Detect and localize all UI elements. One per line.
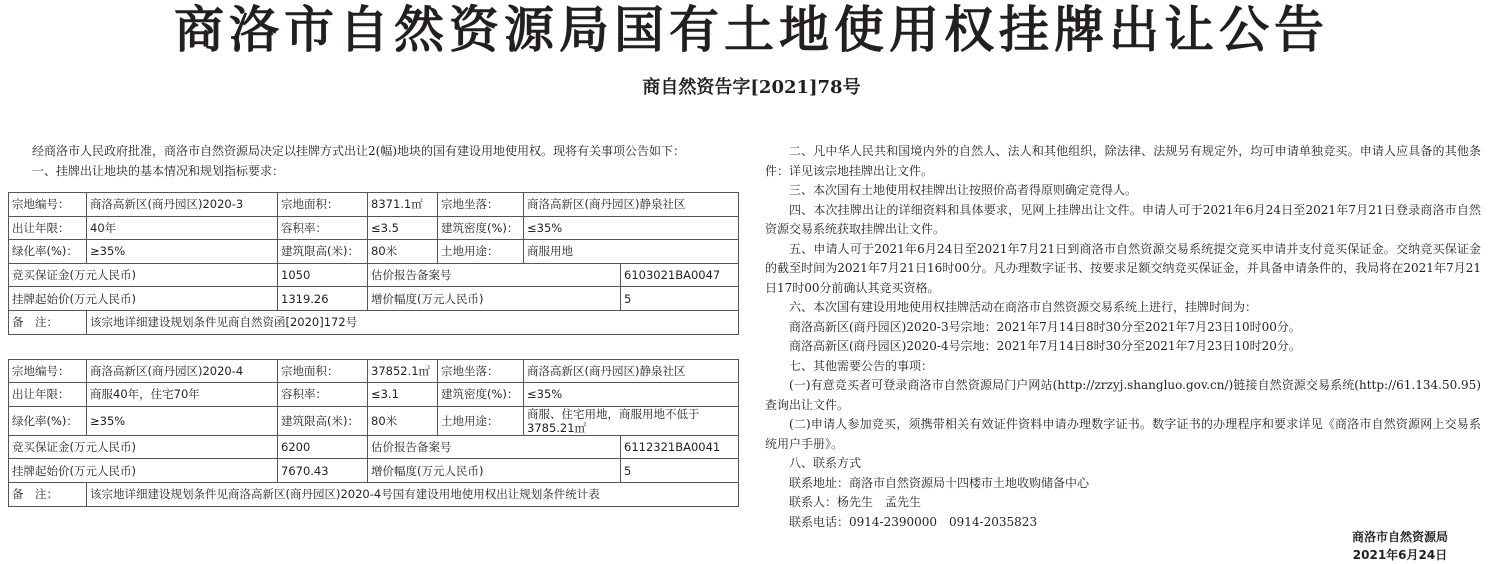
parcel-code: 商洛高新区(商丹园区)2020-4 (87, 359, 278, 383)
parcel-remark-label: 备 注： (9, 310, 87, 334)
section-6-schedule-2020-4: 商洛高新区(商丹园区)2020-4号宗地：2021年7月14日8时30分至2021年7月23日10时20分。 (789, 339, 1301, 353)
parcel-height-label: 建筑限高(米)： (278, 406, 368, 435)
parcel-area-label: 宗地面积： (278, 359, 368, 383)
parcel-appraisal-label: 估价报告备案号 (368, 435, 621, 459)
table-row (9, 383, 739, 407)
parcel-green-label: 绿化率(%)： (9, 240, 87, 264)
table-row (9, 240, 739, 264)
parcel-increment-label: 增价幅度(万元人民币) (368, 459, 621, 483)
parcel-appraisal: 6103021BA0047 (621, 263, 739, 287)
parcel-increment: 5 (621, 287, 739, 311)
parcel-density: ≤35% (524, 216, 739, 240)
table-row (9, 287, 739, 311)
section-3-award-principle: 三、本次国有土地使用权挂牌出让按照价高者得原则确定竞得人。 (789, 183, 1138, 197)
parcel-appraisal-label: 估价报告备案号 (368, 263, 621, 287)
parcel-location-label: 宗地坐落： (438, 359, 524, 383)
parcel-term: 40年 (87, 216, 278, 240)
parcel-remark: 该宗地详细建设规划条件见商洛高新区(商丹园区)2020-4号国有建设用地使用权出让规划条件统计表 (87, 482, 739, 506)
parcel-location: 商洛高新区(商丹园区)静泉社区 (524, 359, 739, 383)
section-6-heading: 六、本次国有建设用地使用权挂牌活动在商洛市自然资源交易系统上进行，挂牌时间为： (789, 300, 1258, 314)
parcel-density-label: 建筑密度(%)： (438, 383, 524, 407)
intro-paragraph: 经商洛市人民政府批准，商洛市自然资源局决定以挂牌方式出让2(幅)地块的国有建设用地使用权。现将有关事项公告如下： (32, 144, 686, 158)
signature-organization: 商洛市自然资源局 (1351, 530, 1448, 544)
parcel-start-price-label: 挂牌起始价(万元人民币) (9, 287, 278, 311)
parcel-location-label: 宗地坐落： (438, 193, 524, 217)
parcel-use: 商服用地 (524, 240, 739, 264)
parcel-start-price-label: 挂牌起始价(万元人民币) (9, 459, 278, 483)
section-2-eligibility: 二、凡中华人民共和国境内外的自然人、法人和其他组织，除法律、法规另有规定外，均可申请单独竞买。申请人应具备的其他条件：详见该宗地挂牌出让文件。 (765, 144, 1481, 178)
table-row (9, 216, 739, 240)
parcel-code: 商洛高新区(商丹园区)2020-3 (87, 193, 278, 217)
table-row (9, 310, 739, 334)
parcel-height: 80米 (368, 240, 438, 264)
parcel-deposit-label: 竞买保证金(万元人民币) (9, 435, 278, 459)
section-7-item-1: (一)有意竞买者可登录商洛市自然资源局门户网站(http://zrzyj.shangluo.gov.cn/)链接自然资源交易系统(http://61.134.50.95)查询出让文件。 (765, 378, 1481, 412)
notice-title: 商洛市自然资源局国有土地使用权挂牌出让公告 (174, 1, 1329, 59)
parcel-density: ≤35% (524, 383, 739, 407)
table-row (9, 406, 739, 435)
parcel-green-label: 绿化率(%)： (9, 406, 87, 435)
contact-address: 联系地址：商洛市自然资源局十四楼市土地收购储备中心 (789, 475, 1090, 490)
parcel-table-2020-4 (8, 359, 739, 507)
parcel-table-2020-3 (8, 192, 739, 335)
parcel-location: 商洛高新区(商丹园区)静泉社区 (524, 193, 739, 217)
parcel-code-label: 宗地编号： (9, 193, 87, 217)
section-7-heading: 七、其他需要公告的事项： (789, 358, 934, 373)
parcel-deposit: 1050 (278, 263, 368, 287)
table-row (9, 435, 739, 459)
signature-date: 2021年6月24日 (1352, 548, 1448, 562)
parcel-deposit: 6200 (278, 435, 368, 459)
document-number: 商自然资告字[2021]78号 (642, 77, 861, 98)
parcel-appraisal: 6112321BA0041 (621, 435, 739, 459)
right-column (765, 142, 1481, 532)
parcel-term-label: 出让年限： (9, 383, 87, 407)
parcel-far: ≤3.1 (368, 383, 438, 407)
parcel-use-label: 土地用途： (438, 406, 524, 435)
parcel-height: 80米 (368, 406, 438, 435)
section-5-application: 五、申请人可于2021年6月24日至2021年7月21日到商洛市自然资源交易系统提交竞买申请并支付竞买保证金。交纳竞买保证金的截至时间为2021年7月21日16时00分。凡办理数字证书、按要求足额交纳竞买保证金，并具备申请条件的，我局将在2021年7月21日17时00分前确认其竞买资格。 (765, 241, 1481, 295)
parcel-far: ≤3.5 (368, 216, 438, 240)
parcel-remark-label: 备 注： (9, 482, 87, 506)
parcel-increment: 5 (621, 459, 739, 483)
section-1-heading: 一、挂牌出让地块的基本情况和规划指标要求： (32, 163, 285, 178)
left-column (8, 142, 738, 507)
table-row (9, 263, 739, 287)
parcel-area-label: 宗地面积： (278, 193, 368, 217)
parcel-green: ≥35% (87, 406, 278, 435)
parcel-area: 37852.1㎡ (368, 359, 438, 383)
parcel-use: 商服、住宅用地，商服用地不低于3785.21㎡ (524, 406, 739, 435)
parcel-far-label: 容积率： (278, 383, 368, 407)
parcel-height-label: 建筑限高(米)： (278, 240, 368, 264)
contact-phone: 联系电话：0914-2390000 0914-2035823 (789, 514, 1038, 529)
parcel-term: 商服40年，住宅70年 (87, 383, 278, 407)
section-7-item-2: (二)申请人参加竞买，须携带相关有效证件资料申请办理数字证书。数字证书的办理程序和要求详见《商洛市自然资源网上交易系统用户手册》。 (765, 417, 1481, 451)
contact-person: 联系人：杨先生 孟先生 (789, 495, 922, 509)
parcel-far-label: 容积率： (278, 216, 368, 240)
section-4-documents: 四、本次挂牌出让的详细资料和具体要求，见网上挂牌出让文件。申请人可于2021年6月24日至2021年7月21日登录商洛市自然资源交易系统获取挂牌出让文件。 (765, 202, 1481, 236)
parcel-remark: 该宗地详细建设规划条件见商自然资函[2020]172号 (87, 310, 739, 334)
parcel-green: ≥35% (87, 240, 278, 264)
table-row (9, 482, 739, 506)
table-row (9, 459, 739, 483)
parcel-density-label: 建筑密度(%)： (438, 216, 524, 240)
parcel-deposit-label: 竞买保证金(万元人民币) (9, 263, 278, 287)
parcel-use-label: 土地用途： (438, 240, 524, 264)
parcel-code-label: 宗地编号： (9, 359, 87, 383)
parcel-start-price: 1319.26 (278, 287, 368, 311)
table-row (9, 193, 739, 217)
section-8-heading: 八、联系方式 (789, 456, 862, 470)
parcel-area: 8371.1㎡ (368, 193, 438, 217)
parcel-increment-label: 增价幅度(万元人民币) (368, 287, 621, 311)
section-6-schedule-2020-3: 商洛高新区(商丹园区)2020-3号宗地：2021年7月14日8时30分至2021年7月23日10时00分。 (789, 319, 1301, 334)
parcel-term-label: 出让年限： (9, 216, 87, 240)
parcel-start-price: 7670.43 (278, 459, 368, 483)
table-row (9, 359, 739, 383)
